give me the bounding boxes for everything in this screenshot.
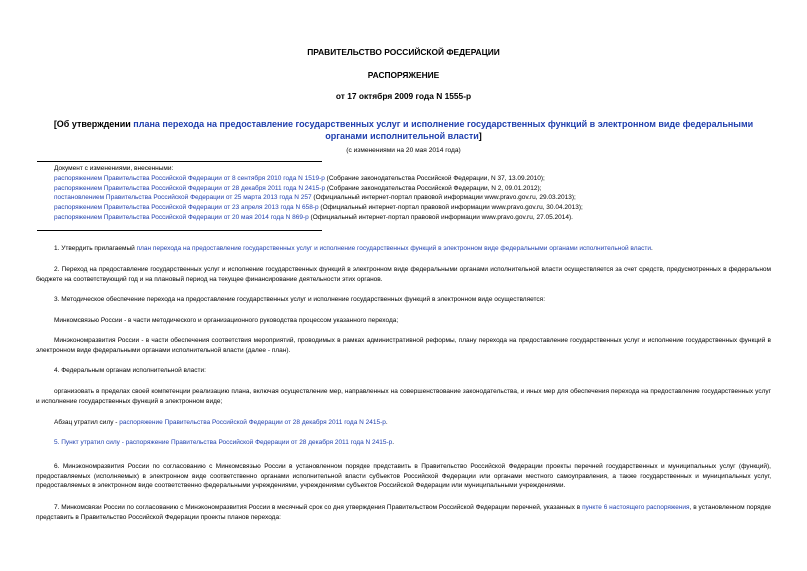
paragraph-1 [36,244,771,254]
amendments-bottom-divider [37,230,322,231]
p5-end: . [392,439,395,446]
amendment-link[interactable]: распоряжением Правительства Российской Федерации от 28 декабря 2011 года N 2415-р [54,184,326,192]
amendment-item [54,174,771,184]
p7-text: 7. Минкомсвязи России по согласованию с Минэкономразвития России в месячный срок со дня утверждения Правительством Российской Федерации перечней, указанных в [54,504,583,511]
amendment-item [54,184,771,194]
p5-text: 5. Пункт утратил силу - [54,439,126,446]
p5-repeal-link[interactable]: распоряжение Правительства Российской Федерации от 28 декабря 2011 года N 2415-р [125,439,393,446]
paragraph-2 [36,265,771,284]
amendment-link[interactable]: распоряжением Правительства Российской Федерации от 23 апреля 2013 года N 658-р [54,204,319,212]
p2-text: 2. Переход на предоставление государственных услуг и исполнение государственных функций в электронном виде федеральными органами исполнительной власти осуществляется за счет средств, предусмотренных в федеральном бюджете на соответствующий год и на плановый период на текущее финансирование деятельности этих органов. [36,266,771,283]
paragraph-3b [36,336,771,355]
amendment-item [54,193,771,203]
amendment-source: (Официальный интернет-портал правовой информации www.pravo.gov.ru, 29.03.2013); [311,194,576,202]
p7-point6-link[interactable]: пункте 6 настоящего распоряжения [582,504,690,511]
revision-note: (с изменениями на 20 мая 2014 года) [346,147,461,154]
government-heading: ПРАВИТЕЛЬСТВО РОССИЙСКОЙ ФЕДЕРАЦИИ [307,47,500,57]
amendment-link[interactable]: постановлением Правительства Российской Федерации от 25 марта 2013 года N 257 [54,194,312,202]
p4b-end: . [385,419,388,426]
title-prefix: [Об утверждении [53,119,134,129]
paragraph-6 [36,462,771,491]
amendments-list [54,164,771,223]
amendment-link[interactable]: распоряжением Правительства Российской Федерации от 8 сентября 2010 года N 1519-р [54,174,325,182]
title-plan-link[interactable]: плана перехода на предоставление государственных услуг и исполнение государственных функций в электронном виде федеральными органами исполнительной власти [133,119,754,141]
p1-plan-link[interactable]: план перехода на предоставление государственных услуг и исполнение государственных функций в электронном виде федеральными органами исполнительной власти [136,245,651,252]
paragraph-3 [36,295,771,305]
p7-end: , в установленном порядке представить в Правительство Российской Федерации проекты планов перехода: [36,504,771,521]
amendments-intro: Документ с изменениями, внесенными: [54,165,174,172]
paragraph-4a [36,387,771,406]
amendment-item [54,203,771,213]
paragraph-3a [36,316,771,326]
p4-text: 4. Федеральным органам исполнительной власти: [54,367,206,374]
paragraph-7 [36,503,771,522]
amendments-top-divider [37,161,322,162]
document-type-heading: РАСПОРЯЖЕНИЕ [367,70,440,80]
p1-text: 1. Утвердить прилагаемый [54,245,137,252]
amendment-item [54,213,771,223]
amendment-source: (Официальный интернет-портал правовой информации www.pravo.gov.ru, 30.04.2013); [318,204,583,212]
amendment-source: (Официальный интернет-портал правовой информации www.pravo.gov.ru, 27.05.2014). [308,213,573,221]
paragraph-4 [36,366,771,376]
document-date-number: от 17 октября 2009 года N 1555-р [335,91,472,101]
paragraph-5 [36,438,771,448]
p1-end: . [650,245,653,252]
p3a-text: Минкомсвязью России - в части методического и организационного руководства процессом указанного перехода; [54,317,399,324]
p4b-text: Абзац утратил силу - [54,419,120,426]
amendment-source: (Собрание законодательства Российской Федерации, N 2, 09.01.2012); [325,184,542,192]
paragraph-4b [36,418,771,428]
amendment-link[interactable]: распоряжением Правительства Российской Федерации от 20 мая 2014 года N 869-р [54,213,309,221]
p6-text: 6. Минэкономразвития России по согласованию с Минкомсвязью России в установленном порядке представить в Правительство Российской Федерации проекты перечней государственных и муниципальных услуг (функций), предоставляемых (исполняемых) в электронном виде соответственно органами исполнительной власти субъектов Российской Федерации или органами местного самоуправления, а также государственных и муниципальных услуг, предоставляемых в электронном виде соответственно федеральными учреждениями, учреждениями субъектов Российской Федерации или муниципальными учреждениями. [36,463,771,490]
p3-text: 3. Методическое обеспечение перехода на предоставление государственных услуг и исполнение государственных функций в электронном виде осуществляется: [54,296,546,303]
amendment-source: (Собрание законодательства Российской Федерации, N 37, 13.09.2010); [324,174,545,182]
p4a-text: организовать в пределах своей компетенции реализацию плана, включая осуществление мер, направленных на совершенствование законодательства, и иных мер для обеспечения перехода на предоставление государственных услуг и исполнение государственных функций в электронном виде; [36,388,771,405]
title-suffix: ] [478,131,482,141]
p3b-text: Минэкономразвития России - в части обеспечения соответствия мероприятий, проводимых в рамках административной реформы, плану перехода на предоставление государственных услуг и исполнение государственных функций в электронном виде федеральными органами исполнительной власти (далее - план). [36,337,771,354]
p4b-repeal-link[interactable]: распоряжение Правительства Российской Федерации от 28 декабря 2011 года N 2415-р [119,419,386,426]
document-title [50,118,757,142]
